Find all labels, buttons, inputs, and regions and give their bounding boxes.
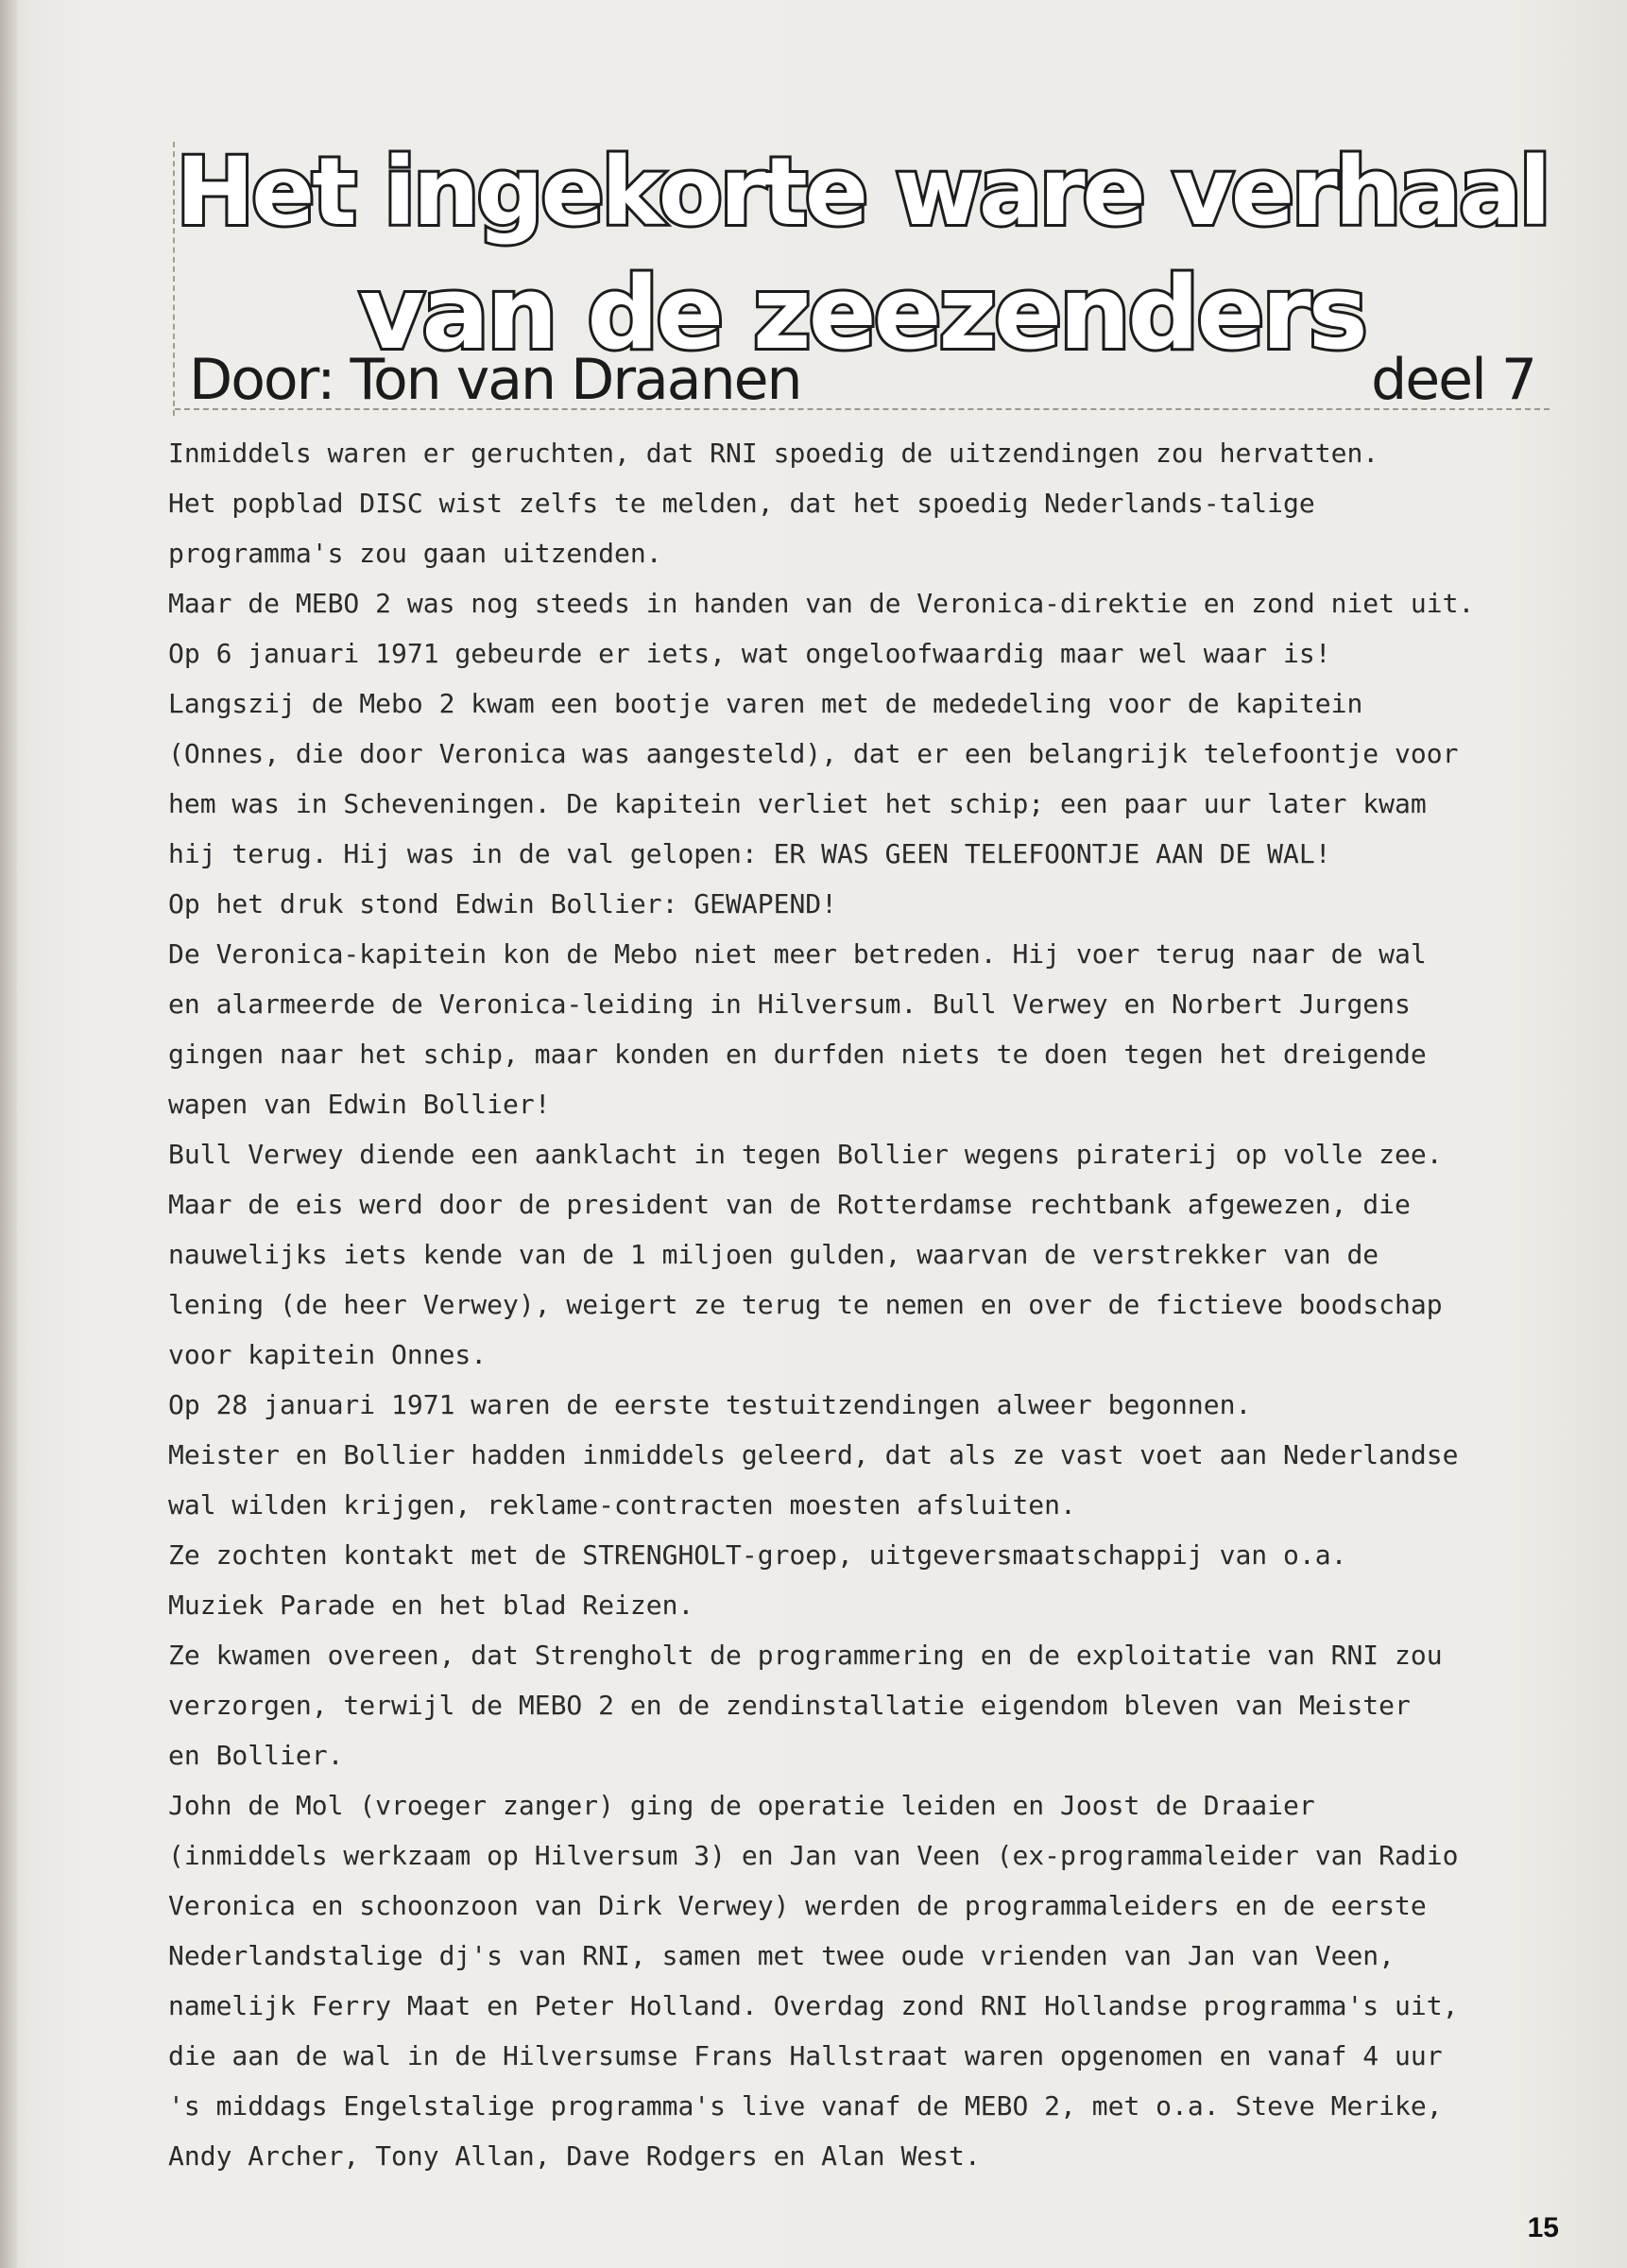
title-line-1: Het ingekorte ware verhaal	[176, 138, 1549, 247]
title-line-2: van de zeezenders	[359, 255, 1365, 371]
body-line: die aan de wal in de Hilversumse Frans Hallstraat waren opgenomen en vanaf 4 uur	[168, 2040, 1443, 2071]
body-line: Op het druk stond Edwin Bollier: GEWAPEND!	[168, 888, 838, 919]
body-line: John de Mol (vroeger zanger) ging de operatie leiden en Joost de Draaier	[168, 1790, 1315, 1821]
page-number: 15	[1527, 2212, 1559, 2243]
body-line: voor kapitein Onnes.	[168, 1339, 488, 1370]
body-line: Inmiddels waren er geruchten, dat RNI spoedig de uitzendingen zou hervatten.	[168, 438, 1379, 469]
body-line: wapen van Edwin Bollier!	[168, 1089, 551, 1120]
body-line: Maar de eis werd door de president van de Rotterdamse rechtbank afgewezen, die	[168, 1189, 1411, 1220]
body-line: hij terug. Hij was in de val gelopen: ER WAS GEEN TELEFOONTJE AAN DE WAL!	[168, 838, 1331, 869]
body-line: verzorgen, terwijl de MEBO 2 en de zendinstallatie eigendom bleven van Meister	[168, 1690, 1411, 1721]
body-line: (inmiddels werkzaam op Hilversum 3) en Jan van Veen (ex-programmaleider van Radio	[168, 1840, 1459, 1871]
body-line: Meister en Bollier hadden inmiddels geleerd, dat als ze vast voet aan Nederlandse	[168, 1439, 1459, 1470]
body-line: Op 6 januari 1971 gebeurde er iets, wat ongeloofwaardig maar wel waar is!	[168, 638, 1331, 669]
body-line: gingen naar het schip, maar konden en durfden niets te doen tegen het dreigende	[168, 1039, 1427, 1070]
body-line: en Bollier.	[168, 1740, 344, 1771]
series-part-label: deel 7	[1371, 347, 1535, 413]
body-line: lening (de heer Verwey), weigert ze terug te nemen en over de fictieve boodschap	[168, 1289, 1443, 1320]
body-line: Bull Verwey diende een aanklacht in tegen Bollier wegens piraterij op volle zee.	[168, 1139, 1443, 1170]
body-line: Ze kwamen overeen, dat Strengholt de programmering en de exploitatie van RNI zou	[168, 1640, 1443, 1671]
article-title	[175, 132, 1550, 374]
body-line: wal wilden krijgen, reklame-contracten moesten afsluiten.	[168, 1489, 1076, 1521]
body-line: programma's zou gaan uitzenden.	[168, 538, 662, 569]
body-line: Veronica en schoonzoon van Dirk Verwey) werden de programmaleiders en de eerste	[168, 1890, 1427, 1921]
byline-row	[189, 342, 1550, 418]
body-line: Het popblad DISC wist zelfs te melden, dat het spoedig Nederlands-talige	[168, 488, 1315, 519]
body-line: Op 28 januari 1971 waren de eerste testuitzendingen alweer begonnen.	[168, 1389, 1252, 1420]
header-left-rule	[173, 142, 175, 416]
body-line: Nederlandstalige dj's van RNI, samen met twee oude vrienden van Jan van Veen,	[168, 1940, 1396, 1971]
body-line: De Veronica-kapitein kon de Mebo niet meer betreden. Hij voer terug naar de wal	[168, 938, 1427, 970]
body-line: Ze zochten kontakt met de STRENGHOLT-groep, uitgeversmaatschappij van o.a.	[168, 1539, 1347, 1571]
body-line: Langszij de Mebo 2 kwam een bootje varen met de mededeling voor de kapitein	[168, 688, 1363, 719]
body-line: (Onnes, die door Veronica was aangesteld), dat er een belangrijk telefoontje voor	[168, 738, 1459, 769]
article-header	[175, 132, 1550, 416]
header-bottom-rule	[175, 408, 1550, 410]
body-line: Andy Archer, Tony Allan, Dave Rodgers en Alan West.	[168, 2140, 981, 2172]
body-line: Maar de MEBO 2 was nog steeds in handen van de Veronica-direktie en zond niet uit.	[168, 588, 1475, 619]
body-line: nauwelijks iets kende van de 1 miljoen gulden, waarvan de verstrekker van de	[168, 1239, 1379, 1270]
body-line: 's middags Engelstalige programma's live vanaf de MEBO 2, met o.a. Steve Merike,	[168, 2090, 1443, 2122]
body-line: en alarmeerde de Veronica-leiding in Hilversum. Bull Verwey en Norbert Jurgens	[168, 988, 1411, 1020]
body-line: namelijk Ferry Maat en Peter Holland. Overdag zond RNI Hollandse programma's uit,	[168, 1990, 1459, 2021]
body-line: hem was in Scheveningen. De kapitein verliet het schip; een paar uur later kwam	[168, 788, 1427, 819]
author-byline: Door: Ton van Draanen	[189, 347, 801, 413]
body-line: Muziek Parade en het blad Reizen.	[168, 1589, 694, 1621]
page-gutter-shadow	[0, 0, 17, 2268]
article-body	[168, 428, 1557, 2181]
